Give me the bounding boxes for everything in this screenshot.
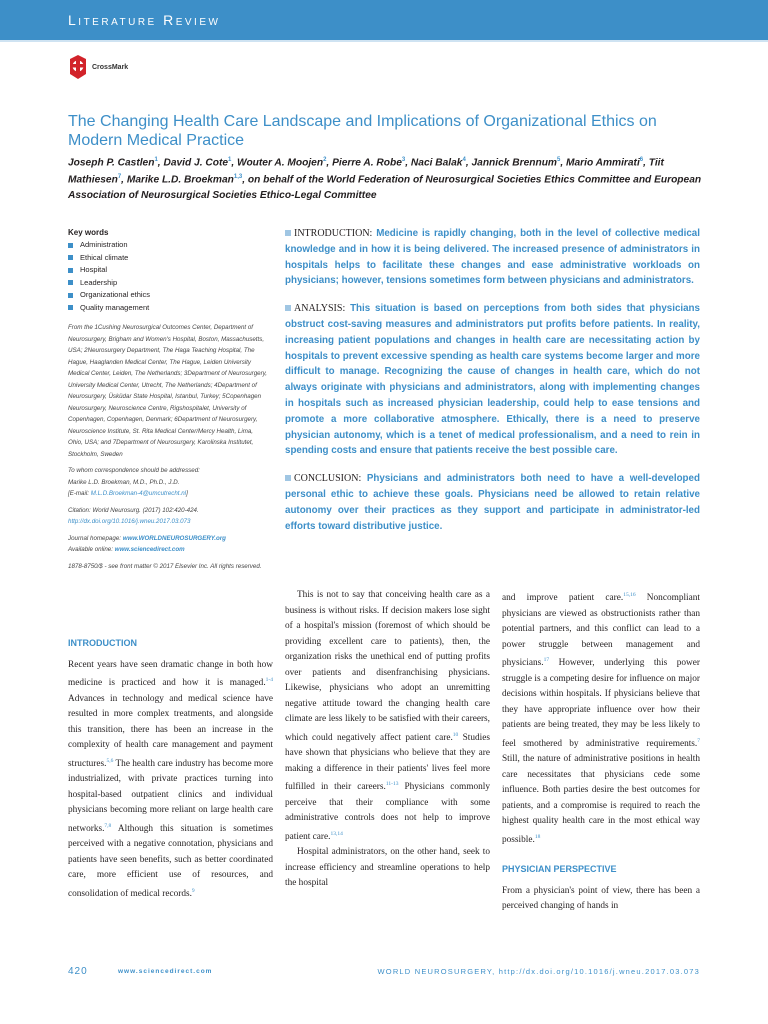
- box-bullet-icon: [285, 475, 291, 481]
- citation-text: Citation: World Neurosurg. (2017) 102:420-424.: [68, 506, 199, 514]
- article-title: The Changing Health Care Landscape and Implications of Organizational Ethics on Modern Medical Practice: [68, 113, 657, 149]
- keyword-item: [68, 289, 268, 302]
- homepage-label: Journal homepage:: [68, 534, 123, 542]
- homepage-link[interactable]: www.WORLDNEUROSURGERY.org: [122, 534, 226, 542]
- paragraph-text: and improve patient care.: [502, 593, 624, 604]
- email-label: [E-mail:: [68, 490, 91, 497]
- correspondence-intro: To whom correspondence should be addressed:: [68, 467, 200, 474]
- page-number: 420: [68, 966, 88, 977]
- abstract-analysis-label: ANALYSIS:: [294, 303, 346, 315]
- keywords-list: [68, 239, 268, 314]
- citation-reference[interactable]: 17: [543, 657, 550, 664]
- author-list: Joseph P. Castlen$^1$, David J. Cote$^1$, Wouter A. Moojen$^2$, Pierre A. Robe$^3$, Naci Balak$^4$, Jannick Brennum$^5$, Mario Ammirati$^6$, Tiit Mathiesen$^7$, Marike L.D. Broekman$^{1,3}$, on behalf of the World Federation of Neurosurgical Societies Ethics Committee and European Association of Neurosurgical Societies Ethico-Legal Committee: [68, 157, 702, 201]
- author-affiliation-marker: 3: [401, 157, 406, 163]
- footer-journal: WORLD NEUROSURGERY, http://dx.doi.org/10.1016/j.wneu.2017.03.073: [377, 967, 700, 976]
- author-name: Joseph P. Castlen: [68, 157, 155, 169]
- online-label: Available online:: [68, 546, 115, 553]
- keyword-item: [68, 302, 268, 315]
- body-paragraph: [285, 588, 490, 845]
- keyword-item: [68, 239, 268, 252]
- crossmark-badge[interactable]: [68, 54, 128, 80]
- citation-block: [68, 505, 268, 528]
- paragraph-text: The health care industry has become more industrialized, with private practices turning into hospital-based outpatient clinics and individual physicians becoming more reliant on large health care networks.: [68, 758, 273, 834]
- paragraph-text: This is not to say that conceiving health care as a business is without risks. If decision makers lose sight of a hospital's mission (foremost of which should be providing excellent care to patients), then, the organization risks the unethical end of putting profits over patients and disenfranchising physicians. Likewise, physicians who adopt an unremitting negative attitude toward the changing health care climate are less likely to be satisfied with their careers, which could negatively affect patient care.: [285, 590, 490, 743]
- box-bullet-icon: [285, 230, 291, 236]
- online-link[interactable]: www.sciencedirect.com: [114, 546, 185, 553]
- author-name: Wouter A. Moojen: [237, 157, 324, 169]
- citation-reference[interactable]: 10: [452, 731, 459, 738]
- body-column-1: [68, 636, 273, 902]
- copyright: 1878-8750/$ - see front matter © 2017 Elsevier Inc. All rights reserved.: [68, 562, 262, 570]
- abstract-conclusion-text: Physicians and administrators both need to have a well-developed personal ethic to achieve these goals. Physicians need be allowed to retain relative autonomy over their practices as they support and participate in administrator-led efforts toward distributive justice.: [285, 473, 700, 532]
- author-affiliation-marker: 1: [154, 157, 158, 163]
- keyword-label: Administration: [80, 240, 128, 249]
- citation-reference[interactable]: 11-13: [385, 781, 399, 788]
- square-bullet-icon: [68, 305, 73, 310]
- footer-site-link[interactable]: www.sciencedirect.com: [118, 968, 213, 975]
- section-header-bar: [0, 0, 768, 40]
- keyword-label: Quality management: [80, 302, 150, 312]
- abstract-intro-text: Medicine is rapidly changing, both in the level of collective medical knowledge and in how it is being delivered. The increased presence of administrators in hospitals helps to facilitate these changes and ease administrative workloads on physicians; however, tensions sometimes form between physicians and administrators.: [285, 228, 700, 287]
- email-link[interactable]: M.L.D.Broekman-4@umcutrecht.nl: [90, 490, 187, 497]
- author-affiliation-marker: 1: [228, 157, 232, 163]
- citation-reference[interactable]: 9: [191, 887, 195, 894]
- citation-reference[interactable]: 13,14: [330, 830, 343, 837]
- keywords-heading: Key words: [68, 228, 109, 237]
- author-name: Mario Ammirati: [566, 157, 640, 169]
- body-paragraph: Hospital administrators, on the other hand, seek to increase efficiency and streamline operations to help the hospital: [285, 847, 490, 889]
- journal-links: [68, 533, 268, 556]
- keyword-label: Hospital: [80, 265, 108, 274]
- email-end: ]: [186, 490, 188, 497]
- abstract-introduction: [285, 226, 700, 289]
- keyword-label: Leadership: [80, 277, 118, 287]
- body-column-3: [502, 588, 700, 915]
- author-name: Marike L.D. Broekman: [126, 174, 234, 186]
- citation-reference[interactable]: 7: [697, 737, 700, 744]
- body-paragraph: [502, 588, 700, 848]
- paragraph-text: Advances in technology and medical science have resulted in more complex treatments, and alongside this transition, there has been an increase in the complexity of health care management and payment structures.: [68, 693, 273, 769]
- author-name: David J. Cote: [163, 157, 229, 169]
- body-column-2: [285, 588, 490, 892]
- page-footer: [68, 966, 700, 980]
- author-affiliation-marker: 2: [323, 157, 327, 163]
- correspondence-name: Marike L.D. Broekman, M.D., Ph.D., J.D.: [68, 478, 180, 486]
- paragraph-text: Noncompliant physicians are viewed as obstructionists rather than potential partners, and this conflict can lead to a power struggle between management and physicians.: [502, 593, 700, 669]
- paragraph-text: However, underlying this power struggle is a competing desire for influence on major decisions within hospitals. If physicians believe that they have appropriate influence over how their patients are being treated, they may be less likely to feel smothered by administrative requirements.: [502, 658, 700, 749]
- abstract-analysis-text: This situation is based on perceptions from both sides that physicians obstruct cost-saving measures and administrators put profits before patients. In reality, increasing patient populations and changes in health care are necessitating action by hospitals to prevent excessive spending as health care systems become larger and more difficult to manage. Recognizing the cause of changes in health care, which do not always originate with physicians and administrators, along with implementing changes in hospitals such as increased physician leadership, could help to ease tensions and promote a more collaborative atmosphere. Ethically, there is a need to preserve physician autonomy, which is a tenet of medical professionalism, and a need to rein in spending costs and ensure that patients receive the best possible care.: [285, 303, 700, 457]
- author-affiliation-marker: 5: [556, 157, 561, 163]
- author-affiliation-marker: 6: [639, 157, 644, 163]
- keyword-label: Organizational ethics: [80, 290, 151, 299]
- author-name: Pierre A. Robe: [332, 157, 402, 169]
- abstract-analysis: [285, 301, 700, 459]
- keyword-item: [68, 277, 268, 290]
- crossmark-icon: [68, 54, 88, 80]
- paragraph-text: Still, the nature of administrative positions in health care necessitates that physicians cede some influence. Both parties desire the best outcomes for patients, and a compromise is required to reach the highest quality health care in the most ethical way possible.: [502, 754, 700, 845]
- author-affiliation-marker: 4: [462, 157, 466, 163]
- doi-link[interactable]: http://dx.doi.org/10.1016/j.wneu.2017.03.073: [68, 518, 191, 525]
- author-list-tail: , on behalf of the World Federation of Neurosurgical Societies Ethics Committee and European Association of Neurosurgical Societies Ethico-Legal Committee: [68, 174, 702, 201]
- affiliations-text: From the 1Cushing Neurosurgical Outcomes Center, Department of Neurosurgery, Brigham and Women's Hospital, Boston, Massachusetts, USA; 2Neurosurgery Department, The Haga Teaching Hospital, The Hague, Haaglanden Medical Center, The Hague, Leiden University Medical Center, Leiden, The Netherlands; 3Department of Neurosurgery, University Medical Center, Utrecht, The Netherlands; 4Department of Neurosurgery, Üsküdar State Hospital, Istanbul, Turkey; 5Copenhagen Neurosurgery, Neuroscience Centre, Rigshospitalet, University of Copenhagen, Copenhagen, Denmark; 6Department of Neurosurgery, Neuroscience Institute, St. Rita Medical Center/Mercy Health, Lima, Ohio, USA; and 7Department of Neurosurgery, Karolinska Institutet, Stockholm, Sweden: [68, 324, 268, 458]
- keywords-panel: [68, 228, 268, 314]
- paragraph-text: Studies have shown that physicians who believe that they are making a difference in their patients' lives feel more fulfilled in their careers.: [285, 732, 490, 793]
- square-bullet-icon: [68, 280, 73, 285]
- author-name: Tiit Mathiesen: [68, 157, 664, 186]
- body-paragraph: From a physician's point of view, there has been a perceived changing of hands in: [502, 885, 700, 912]
- citation-reference[interactable]: 7,8: [104, 822, 112, 829]
- keyword-item: [68, 264, 268, 277]
- citation-reference[interactable]: 1-4: [265, 677, 273, 683]
- author-name: Naci Balak: [410, 157, 463, 169]
- square-bullet-icon: [68, 293, 73, 298]
- citation-reference[interactable]: 15,16: [623, 592, 636, 598]
- abstract-conclusion-label: CONCLUSION:: [294, 473, 362, 485]
- box-bullet-icon: [285, 305, 291, 311]
- introduction-paragraph: [68, 658, 273, 903]
- introduction-heading: INTRODUCTION: [68, 638, 137, 648]
- author-affiliation-marker: 7: [117, 174, 122, 181]
- keyword-label: Ethical climate: [80, 252, 129, 262]
- author-affiliation-marker: 1,3: [233, 174, 243, 181]
- paragraph-text: Physicians commonly perceive that their compliance with some administrative controls does not help to improve patient care.: [285, 782, 491, 842]
- correspondence: [68, 465, 268, 500]
- square-bullet-icon: [68, 255, 73, 260]
- abstract-intro-label: INTRODUCTION:: [294, 228, 373, 239]
- paragraph-text: Recent years have seen dramatic change in both how medicine is practiced and how it is managed.: [68, 659, 273, 689]
- author-name: Jannick Brennum: [471, 157, 557, 169]
- affiliations-panel: [68, 322, 268, 577]
- abstract-conclusion: [285, 471, 700, 534]
- citation-reference[interactable]: 18: [534, 833, 541, 840]
- keyword-item: [68, 252, 268, 265]
- header-divider: [0, 40, 768, 42]
- square-bullet-icon: [68, 243, 73, 248]
- section-title: Literature Review: [68, 12, 221, 28]
- square-bullet-icon: [68, 268, 73, 273]
- physician-perspective-heading: PHYSICIAN PERSPECTIVE: [502, 864, 617, 875]
- paragraph-text: Although this situation is sometimes perceived with a negative connotation, physicians and patients have seen benefits, such as better coordinated care, more efficient use of resources, and consolidation of medical records.: [68, 823, 273, 899]
- abstract: [285, 226, 700, 546]
- crossmark-label: CrossMark: [92, 63, 129, 71]
- citation-reference[interactable]: 5,6: [106, 757, 114, 764]
